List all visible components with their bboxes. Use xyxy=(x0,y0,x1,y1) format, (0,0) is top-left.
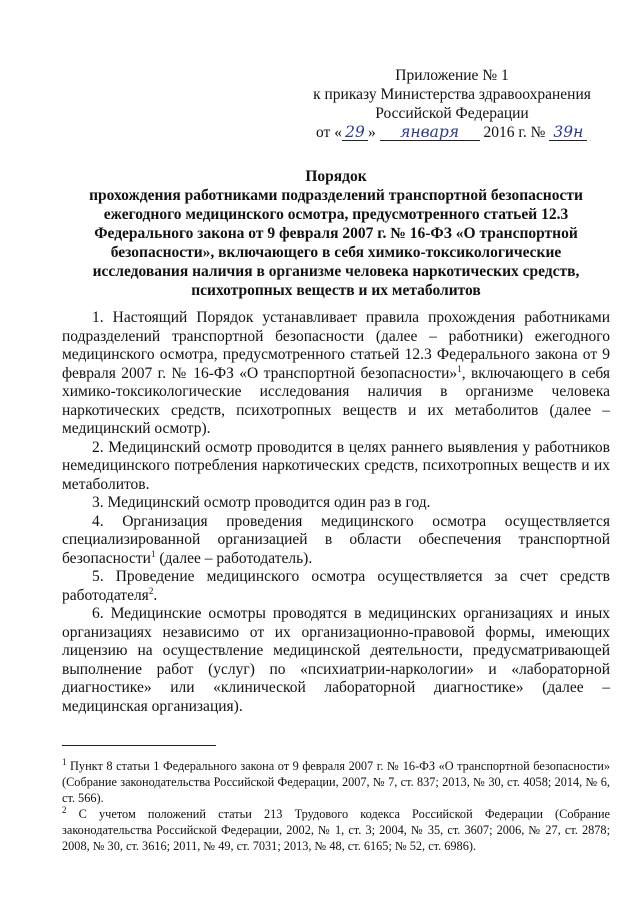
date-mid: » xyxy=(367,124,376,141)
federation-name: Российской Федерации xyxy=(375,105,529,122)
year-text: 2016 г. № xyxy=(483,124,546,141)
footnote-ref-2: 2 xyxy=(148,585,154,596)
title-text: прохождения работниками подразделений транспортной безопасности ежегодного медицинского осмотра, предусмотренного статьей 12.3 Федерального закона от 9 февраля 2007 г. № 16-ФЗ «О транспортной безопасности», включающего в себя химико-токсикологические исследования наличия в организме человека наркотических средств, психотропных веществ и их метаболитов xyxy=(89,187,583,299)
paragraph-6: 6. Медицинские осмотры проводятся в медицинских организациях и иных организациях независимо от их организационно-правовой формы, имеющих лицензию на осуществление медицинской деятельности, предусматривающей выполнение работ (услуг) по «психиатрии-наркологии» и «лабораторной диагностике» или «клинической лабораторной диагностике» (далее – медицинская организация). xyxy=(62,605,610,715)
paragraph-1-text: 1. Настоящий Порядок устанавливает правила прохождения работниками подразделений транспортной безопасности (далее – работники) ежегодного медицинского осмотра, предусмотренного статьей 12.3 Федерального закона от 9 февраля 2007 г. № 16-ФЗ «О транспортной безопасности» xyxy=(62,309,610,382)
handwritten-day: 29 xyxy=(342,125,368,141)
paragraph-4-text-cont: (далее – работодатель). xyxy=(155,549,313,567)
paragraph-3: 3. Медицинский осмотр проводится один раз в год. xyxy=(92,494,431,511)
appendix-header xyxy=(312,66,592,142)
footnote-2 xyxy=(62,806,610,854)
paragraph-5-text-cont: . xyxy=(153,586,158,604)
order-reference: к приказу Министерства здравоохранения xyxy=(313,86,591,103)
paragraph-1-text-cont: , включающего в себя химико-токсикологические исследования наличия в организме человека наркотических средств, психотропных веществ и их метаболитов (далее – медицинский осмотр). xyxy=(62,364,610,437)
document-body xyxy=(62,309,610,716)
order-date-line xyxy=(316,123,592,142)
date-prefix: от « xyxy=(316,124,342,141)
footnote-1-marker: 1 xyxy=(62,756,67,767)
paragraph-4 xyxy=(62,513,610,569)
document-title xyxy=(62,167,610,300)
footnote-ref-1b: 1 xyxy=(150,548,156,559)
footnote-1 xyxy=(62,758,610,806)
paragraph-5 xyxy=(62,568,610,605)
footnote-2-marker: 2 xyxy=(62,804,67,815)
paragraph-2: 2. Медицинский осмотр проводится в целях раннего выявления у работников немедицинского потребления наркотических средств, психотропных веществ и их метаболитов. xyxy=(62,438,610,493)
footnote-ref-1: 1 xyxy=(457,363,462,374)
handwritten-order-number: 39н xyxy=(549,125,587,141)
paragraph-5-text: 5. Проведение медицинского осмотра осуществляется за счет средств работодателя xyxy=(62,568,610,604)
footnote-divider xyxy=(62,745,216,746)
title-heading: Порядок xyxy=(305,168,367,185)
paragraph-1 xyxy=(62,309,610,439)
handwritten-month: января xyxy=(380,125,480,141)
appendix-number: Приложение № 1 xyxy=(395,67,509,84)
footnote-2-text: С учетом положений статьи 213 Трудового кодекса Российской Федерации (Собрание законодательства Российской Федерации, 2002, № 1, ст. 3; 2004, № 35, ст. 3607; 2006, № 27, ст. 2878; 2008, № 30, ст. 3616; 2011, № 49, ст. 7031; 2013, № 48, ст. 6165; № 52, ст. 6986). xyxy=(62,807,610,853)
footnote-1-text: Пункт 8 статьи 1 Федерального закона от 9 февраля 2007 г. № 16-ФЗ «О транспортной безопасности» (Собрание законодательства Российской Федерации, 2007, № 7, ст. 837; 2013, № 30, ст. 4058; 2014, № 6, ст. 566). xyxy=(62,759,610,805)
paragraph-4-text: 4. Организация проведения медицинского осмотра осуществляется специализированной организацией в области обеспечения транспортной безопасности xyxy=(62,512,610,567)
footnotes xyxy=(62,758,610,854)
